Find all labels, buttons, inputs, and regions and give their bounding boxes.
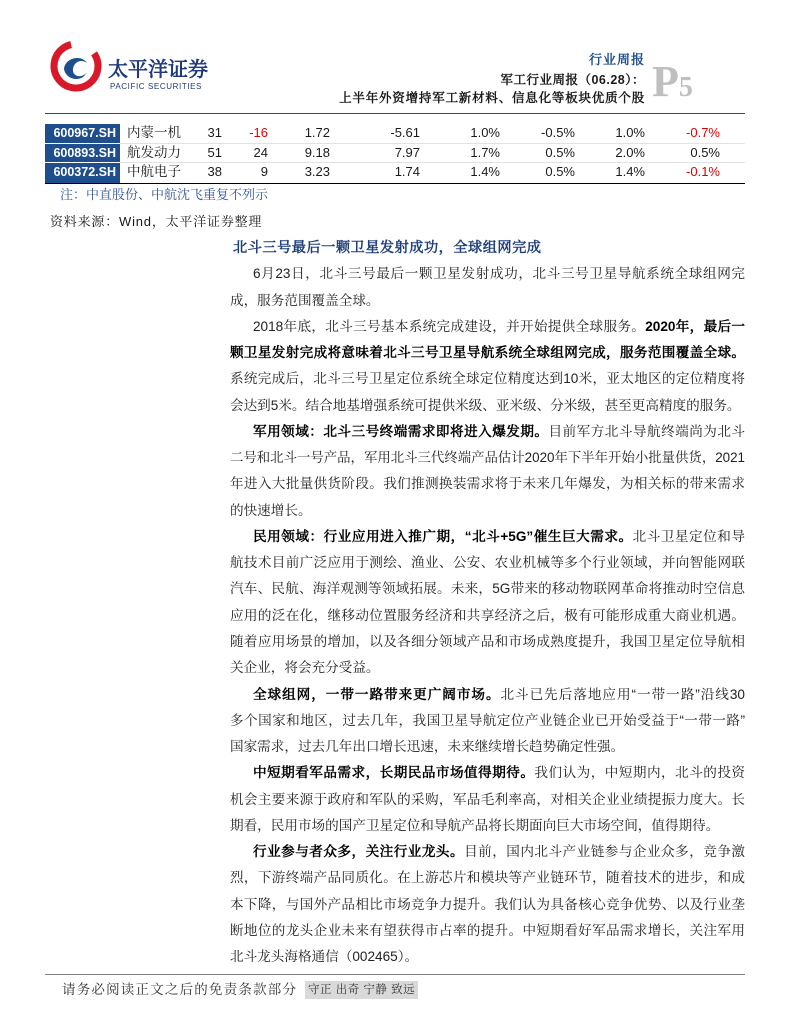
text-run: 北斗已先后落地应用“一带一路”沿线30: [500, 686, 745, 702]
text-run: 北斗龙头海格通信（002465）。: [230, 949, 419, 965]
paragraph: [230, 419, 745, 524]
text-run: 汽车、民航、海洋观测等领域拓展。未来，5G带来的移动物联网革命将推动时空信息: [230, 581, 745, 597]
table-value-cell: -0.5%: [506, 124, 581, 144]
text-line: [230, 603, 745, 629]
page-number: [652, 57, 693, 106]
text-line: [230, 734, 745, 760]
text-run: 机会主要来源于政府和军队的采购，军品毛利率高，对相关企业业绩提振力度大。长: [230, 791, 745, 807]
pacific-securities-logo-icon: [48, 38, 104, 94]
footer-divider: [45, 974, 745, 975]
text-line: [230, 445, 745, 471]
company-name-english: PACIFIC SECURITIES: [110, 82, 202, 91]
text-line: [230, 629, 745, 655]
bold-text-run: 全球组网，一带一路带来更广阔市场。: [253, 686, 501, 702]
table-value-cell: 1.0%: [581, 124, 651, 144]
paragraph: [230, 314, 745, 419]
text-run: 二号和北斗一号产品，军用北斗三代终端产品估计2020年下半年开始小批量供货，2021: [230, 450, 745, 466]
bold-text-run: 中短期看军品需求，长期民品市场值得期待。: [253, 765, 535, 781]
text-run: 2018年底，北斗三号基本系统完成建设，并开始提供全球服务。: [253, 318, 646, 334]
text-run: 6月23日，北斗三号最后一颗卫星发射成功，北斗三号卫星导航系统全球组网完: [253, 266, 745, 282]
text-line: [230, 314, 745, 340]
table-value-cell: 24: [228, 144, 274, 164]
text-run: 航技术目前广泛应用于测绘、渔业、公安、农业机械等多个行业领域，并向智能网联: [230, 555, 745, 571]
bold-text-run: 军用领域：北斗三号终端需求即将进入爆发期。: [253, 423, 549, 439]
stock-name-cell: 中航电子: [127, 164, 181, 179]
text-line: [230, 498, 745, 524]
footer-disclaimer: 请务必阅读正文之后的免责条款部分: [62, 982, 298, 997]
text-line: [230, 366, 745, 392]
table-value-cell: 1.74: [394, 164, 420, 179]
text-run: 系统完成后，北斗三号卫星定位系统全球定位精度达到10米，亚太地区的定位精度将: [230, 371, 745, 387]
header-divider: [45, 113, 745, 114]
text-line: [230, 288, 745, 314]
report-subtitle: 上半年外资增持军工新材料、信息化等板块优质个股: [339, 91, 645, 105]
stock-table: [45, 124, 745, 184]
bold-text-run: 颗卫星发射完成将意味着北斗三号卫星导航系统全球组网完成，服务范围覆盖全球。: [230, 345, 745, 361]
stock-code-cell: 600372.SH: [45, 163, 120, 183]
text-run: 多个国家和地区，过去几年，我国卫星导航定位产业链企业已开始受益于“一带一路”: [230, 712, 745, 728]
text-line: [230, 393, 745, 419]
paragraph: [230, 261, 745, 314]
text-run: 应用的泛在化，继移动位置服务经济和共享经济之后，极有可能形成重大商业机遇。: [230, 607, 745, 623]
text-run: 我们认为，中短期内，北斗的投资: [534, 765, 746, 781]
table-value-cell: 7.97: [336, 144, 426, 164]
table-value-cell: 31: [190, 124, 228, 144]
stock-code-cell: 600967.SH: [45, 124, 120, 144]
table-value-cell: 51: [190, 144, 228, 164]
table-value-cell: -0.7%: [651, 124, 745, 144]
table-value-cell: 9.18: [274, 144, 336, 164]
report-title: 军工行业周报（06.28）：: [500, 73, 645, 87]
table-value-cell: 0.5%: [545, 164, 575, 179]
table-value-cell: 0.5%: [506, 144, 581, 164]
page-number-prefix: P: [652, 57, 679, 106]
text-run: 关企业，将会充分受益。: [230, 660, 380, 676]
stock-name-cell: 内蒙一机: [120, 124, 190, 144]
table-row: [45, 124, 745, 144]
stock-code-cell: 600893.SH: [45, 144, 120, 164]
text-line: [230, 471, 745, 497]
text-run: 断地位的龙头企业未来有望获得市占率的提升。中短期看好军品需求增长，关注军用: [230, 922, 745, 938]
text-line: [230, 524, 745, 550]
table-value-cell: 1.4%: [470, 164, 500, 179]
bold-text-run: 2020年，最后一: [645, 318, 745, 334]
table-value-cell: 1.4%: [615, 164, 645, 179]
text-line: [230, 865, 745, 891]
text-run: 年进入大批量供货阶段。我们推测换装需求将于未来几年爆发，为相关标的带来需求: [230, 476, 745, 492]
text-line: [230, 892, 745, 918]
table-value-cell: 0.5%: [651, 144, 745, 164]
table-value-cell: -0.1%: [686, 164, 720, 179]
text-line: [230, 787, 745, 813]
paragraph: [230, 760, 745, 839]
text-run: 本下降，与国外产品相比市场竞争力提升。我们认为具备核心竞争优势、以及行业垄: [230, 896, 745, 912]
text-line: [230, 550, 745, 576]
text-line: [230, 576, 745, 602]
text-run: 目前，国内北斗产业链参与企业众多，竞争激: [464, 844, 745, 860]
table-value-cell: 9: [260, 164, 268, 179]
text-line: [230, 918, 745, 944]
table-note: 注：中直股份、中航沈飞重复不列示: [60, 187, 269, 202]
page-number-value: 5: [678, 72, 693, 103]
table-row: [45, 144, 745, 164]
text-run: 北斗卫星定位和导: [632, 528, 746, 544]
text-line: [230, 655, 745, 681]
bold-text-run: 行业参与者众多，关注行业龙头。: [253, 844, 465, 860]
text-run: 会达到5米。结合地基增强系统可提供米级、亚米级、分米级，甚至更高精度的服务。: [230, 397, 741, 413]
paragraph: [230, 524, 745, 682]
table-value-cell: 2.0%: [581, 144, 651, 164]
text-run: 烈，下游终端产品同质化。在上游芯片和模块等产业链环节，随着技术的进步，和成: [230, 870, 745, 886]
table-row: [45, 163, 745, 183]
text-line: [230, 419, 745, 445]
text-run: 随着应用场景的增加，以及各细分领域产品和市场成熟度提升，我国卫星定位导航相: [230, 633, 745, 649]
report-type: 行业周报: [588, 52, 645, 67]
text-line: [230, 760, 745, 786]
text-run: 期看，民用市场的国产卫星定位和导航产品将长期面向巨大市场空间，值得期待。: [230, 817, 720, 833]
text-run: 成，服务范围覆盖全球。: [230, 292, 380, 308]
text-run: 目前军方北斗导航终端尚为北斗: [548, 423, 746, 439]
text-line: [230, 340, 745, 366]
company-name: 太平洋证券: [108, 59, 208, 81]
bold-text-run: 民用领域：行业应用进入推广期，“北斗+5G”催生巨大需求。: [253, 528, 633, 544]
paragraph-list: [230, 261, 745, 970]
article-body: [230, 235, 745, 970]
footer-motto: 守正 出奇 宁静 致远: [305, 981, 418, 999]
stock-name-cell: 航发动力: [120, 144, 190, 164]
text-line: [230, 682, 745, 708]
section-heading: 北斗三号最后一颗卫星发射成功，全球组网完成: [233, 240, 542, 256]
table-value-cell: 3.23: [304, 164, 330, 179]
text-line: [230, 708, 745, 734]
table-value-cell: 1.0%: [426, 124, 506, 144]
table-value-cell: -5.61: [336, 124, 426, 144]
text-run: 国家需求，过去几年出口增长迅速，未来继续增长趋势确定性强。: [230, 739, 625, 755]
text-run: 的快速增长。: [230, 502, 312, 518]
text-line: [230, 839, 745, 865]
paragraph: [230, 839, 745, 970]
table-value-cell: 1.72: [274, 124, 336, 144]
table-value-cell: -16: [228, 124, 274, 144]
table-value-cell: 1.7%: [426, 144, 506, 164]
table-value-cell: 38: [207, 164, 222, 179]
text-line: [230, 944, 745, 970]
data-source: 资料来源：Wind，太平洋证券整理: [50, 214, 263, 229]
paragraph: [230, 682, 745, 761]
text-line: [230, 813, 745, 839]
text-line: [230, 261, 745, 287]
